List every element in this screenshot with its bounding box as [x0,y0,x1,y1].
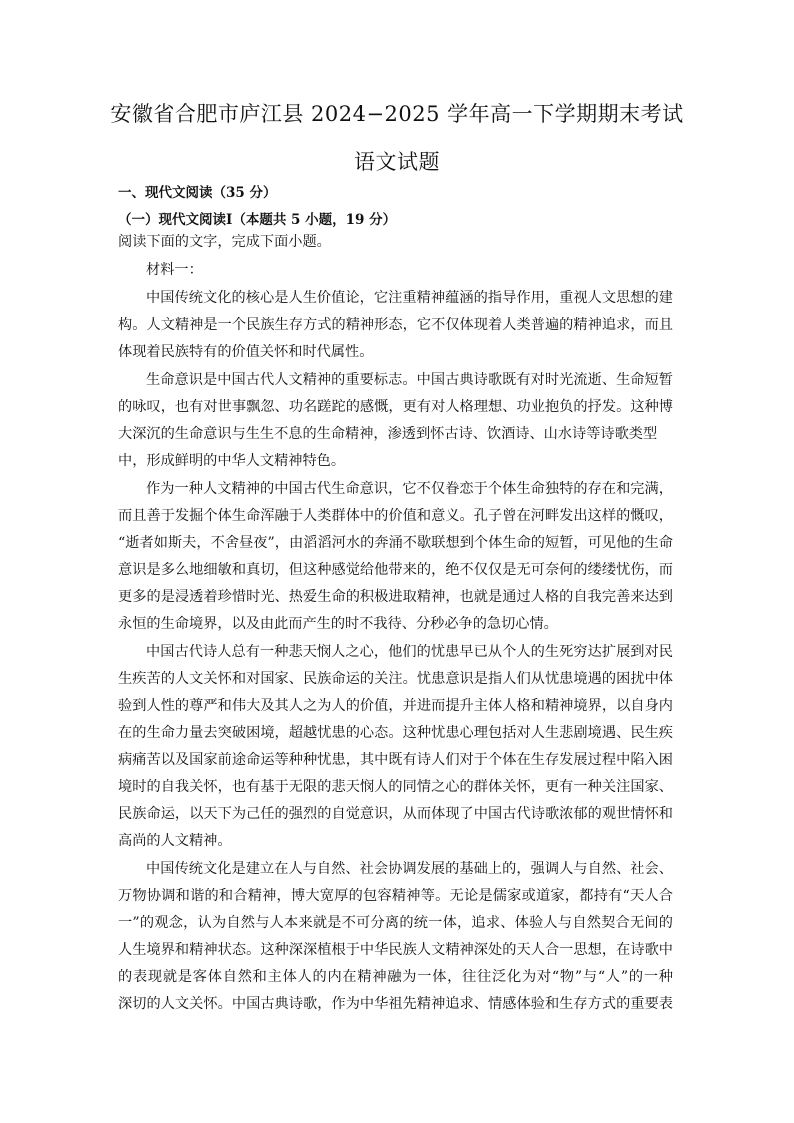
body-line: 病痛苦以及国家前途命运等种种忧患，其中既有诗人们对于个体在生存发展过程中陷入困 [118,752,673,768]
body-line: 民族命运，以天下为己任的强烈的自觉意识，从而体现了中国古代诗歌浓郁的观世情怀和 [118,806,673,822]
body-line: 中，形成鲜明的中华人文精神特色。 [118,453,346,469]
body-line: 的表现就是客体自然和主体人的内在精神融为一体，往往泛化为对“物”与“人”的一种 [118,969,673,985]
body-line: 中国传统文化的核心是人生价值论，它注重精神蕴涵的指导作用，重视人文思想的建 [146,290,673,306]
body-line: 大深沉的生命意识与生生不息的生命精神，渗透到怀古诗、饮酒诗、山水诗等诗歌类型 [118,426,658,442]
body-line: 意识是多么地细敏和真切，但这种感觉给他带来的，绝不仅仅是无可奈何的缕缕忧伤，而 [118,562,673,578]
body-line: 一”的观念，认为自然与人本来就是不可分离的统一体，追求、体验人与自然契合无间的 [118,915,673,931]
subsection-heading: （一）现代文阅读Ⅰ（本题共 5 小题，19 分） [118,212,397,228]
body-line: 生命意识是中国古代人文精神的重要标志。中国古典诗歌既有对时光流逝、生命短暂 [146,372,673,388]
body-line: 的咏叹，也有对世事飘忽、功名蹉跎的感慨，更有对人格理想、功业抱负的抒发。这种博 [118,399,673,415]
body-line: 人生境界和精神状态。这种深深植根于中华民族人文精神深处的天人合一思想，在诗歌中 [118,942,673,958]
body-line: 在的生命力量去突破困境，超越忧患的心态。这种忧患心理包括对人生悲剧境遇、民生疾 [118,725,673,741]
body-line: 万物协调和谐的和合精神，博大宽厚的包容精神等。无论是儒家或道家，都持有“天人合 [118,888,673,904]
body-line: “逝者如斯夫，不舍昼夜”，由滔滔河水的奔涌不歇联想到个体生命的短暂，可见他的生命 [118,535,673,551]
body-line: 作为一种人文精神的中国古代生命意识，它不仅眷恋于个体生命独特的存在和完满， [146,481,673,497]
document-subtitle: 语文试题 [354,150,440,174]
section-heading: 一、现代文阅读（35 分） [118,185,277,201]
instruction-text: 阅读下面的文字，完成下面小题。 [118,234,331,250]
body-line: 高尚的人文精神。 [118,833,232,849]
body-line: 构。人文精神是一个民族生存方式的精神形态，它不仅体现着人类普遍的精神追求，而且 [118,317,673,333]
document-title: 安徽省合肥市庐江县 2024−2025 学年高一下学期期末考试 [110,102,684,126]
body-line: 验到人性的尊严和伟大及其人之为人的价值，并进而提升主体人格和精神境界，以自身内 [118,698,673,714]
body-line: 体现着民族特有的价值关怀和时代属性。 [118,344,374,360]
material-label: 材料一： [146,262,203,278]
body-line: 生疾苦的人文关怀和对国家、民族命运的关注。忧患意识是指人们从忧患境遇的困扰中体 [118,671,673,687]
body-line: 中国古代诗人总有一种悲天悯人之心，他们的忧患早已从个人的生死穷达扩展到对民 [146,644,673,660]
body-line: 而且善于发掘个体生命浑融于人类群体中的价值和意义。孔子曾在河畔发出这样的慨叹， [118,508,673,524]
body-line: 更多的是浸透着珍惜时光、热爱生命的积极进取精神，也就是通过人格的自我完善来达到 [118,589,673,605]
body-line: 中国传统文化是建立在人与自然、社会协调发展的基础上的，强调人与自然、社会、 [146,861,673,877]
body-line: 深切的人文关怀。中国古典诗歌，作为中华祖先精神追求、情感体验和生存方式的重要表 [118,996,673,1012]
body-line: 永恒的生命境界，以及由此而产生的时不我待、分秒必争的急切心情。 [118,616,558,632]
body-line: 境时的自我关怀，也有基于无限的悲天悯人的同情之心的群体关怀，更有一种关注国家、 [118,779,673,795]
